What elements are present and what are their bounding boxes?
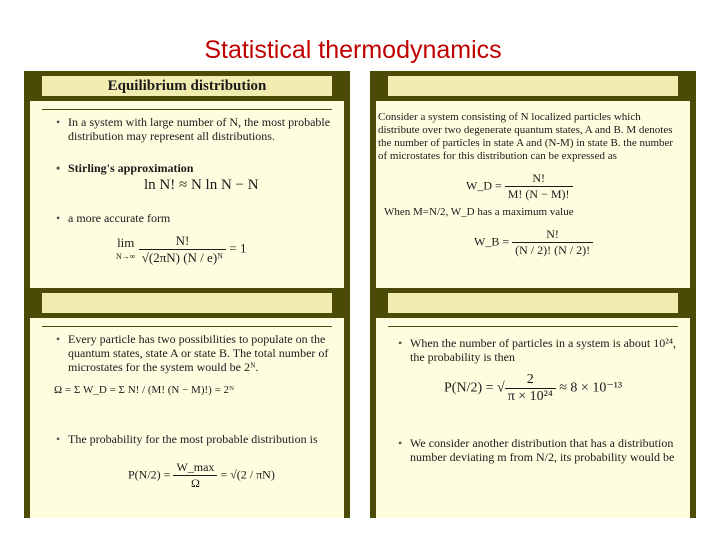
limit-numerator: N! bbox=[139, 233, 226, 250]
prob-denominator: Ω bbox=[190, 476, 200, 490]
stirling-formula: ln N! ≈ N ln N − N bbox=[144, 177, 259, 193]
slide-title-band bbox=[42, 293, 332, 313]
prob-lhs: P(N/2) = bbox=[128, 467, 171, 482]
bullet-two-possibilities: • Every particle has two possibilities to populate on the quantum states, state A or state B. The total number of microstates for the system would be 2ᴺ. bbox=[68, 332, 338, 374]
two-state-paragraph: Consider a system consisting of N localized particles which distribute over two degenerate quantum states, A and B. M denotes the number of particles in state A and (N-M) in state B. the number of microstates for this distribution can be expressed as bbox=[378, 111, 674, 162]
slide-border-left bbox=[24, 288, 30, 518]
wd-fraction bbox=[505, 171, 573, 202]
slide-two-state-system bbox=[370, 71, 696, 301]
prob-numerator: W_max bbox=[173, 460, 217, 476]
wb-lhs: W_B = bbox=[474, 234, 510, 249]
bullet-stirling: • Stirling's approximation bbox=[68, 161, 193, 175]
bullet-accurate-form: • a more accurate form bbox=[68, 211, 170, 225]
slide-heading: Equilibrium distribution bbox=[107, 78, 267, 94]
wd-denominator: M! (N − M)! bbox=[507, 187, 570, 201]
wb-formula bbox=[474, 227, 593, 258]
slide-microstates bbox=[24, 288, 350, 518]
estimate-lhs: P(N/2) = bbox=[444, 380, 494, 396]
limit-formula bbox=[116, 233, 336, 266]
limit-denominator: √(2πN) (N / e)ᴺ bbox=[141, 250, 224, 265]
slide-probability-estimate bbox=[370, 288, 696, 518]
estimate-denominator: π × 10²⁴ bbox=[507, 389, 553, 404]
slide-divider bbox=[42, 109, 332, 110]
wb-fraction bbox=[512, 227, 593, 258]
slide-border-right bbox=[344, 288, 350, 518]
prob-fraction bbox=[173, 460, 217, 491]
slide-title-bar bbox=[370, 288, 696, 318]
omega-formula: Ω = Σ W_D = Σ N! / (M! (N − M)!) = 2ᴺ bbox=[54, 384, 235, 396]
slide-equilibrium-distribution bbox=[24, 71, 350, 301]
most-probable-formula bbox=[128, 460, 275, 491]
slide-border-right bbox=[690, 288, 696, 518]
wd-formula bbox=[466, 171, 573, 202]
limit-fraction bbox=[139, 233, 226, 266]
estimate-fraction bbox=[505, 372, 556, 405]
slide-divider bbox=[42, 326, 332, 327]
slide-border-left bbox=[370, 71, 376, 301]
estimate-rhs: ≈ 8 × 10⁻¹³ bbox=[559, 380, 623, 396]
bullet-most-probable: • The probability for the most probable distribution is bbox=[68, 432, 338, 446]
slide-title-band bbox=[388, 293, 678, 313]
slide-border-left bbox=[24, 71, 30, 301]
wd-numerator: N! bbox=[505, 171, 573, 187]
page-title: Statistical thermodynamics bbox=[204, 36, 502, 64]
slide-border-right bbox=[344, 71, 350, 301]
prob-rhs: = √(2 / πN) bbox=[220, 467, 275, 482]
bullet-deviating-distribution: • We consider another distribution that has a distribution number deviating m from N/2, its probability would be bbox=[410, 436, 686, 464]
sqrt-symbol: √ bbox=[497, 380, 505, 396]
wb-denominator: (N / 2)! (N / 2)! bbox=[515, 243, 591, 257]
slide-title-bar bbox=[370, 71, 696, 101]
maximum-note: When M=N/2, W_D has a maximum value bbox=[384, 206, 574, 218]
estimate-numerator: 2 bbox=[505, 372, 556, 389]
wb-numerator: N! bbox=[512, 227, 593, 243]
bullet-ten-to-24: • When the number of particles in a system is about 10²⁴, the probability is then bbox=[410, 336, 686, 364]
limit-rhs: = 1 bbox=[229, 240, 247, 256]
slide-title-band bbox=[388, 76, 678, 96]
bullet-large-n: • In a system with large number of N, the most probable distribution may represent all distributions. bbox=[68, 115, 338, 143]
limit-subscript: N→∞ bbox=[116, 251, 136, 261]
slide-border-right bbox=[690, 71, 696, 301]
estimate-formula bbox=[444, 372, 622, 405]
slide-border-left bbox=[370, 288, 376, 518]
wd-lhs: W_D = bbox=[466, 178, 502, 193]
slide-divider bbox=[388, 326, 678, 327]
slide-title-bar bbox=[24, 288, 350, 318]
limit-operator: lim bbox=[117, 234, 135, 250]
